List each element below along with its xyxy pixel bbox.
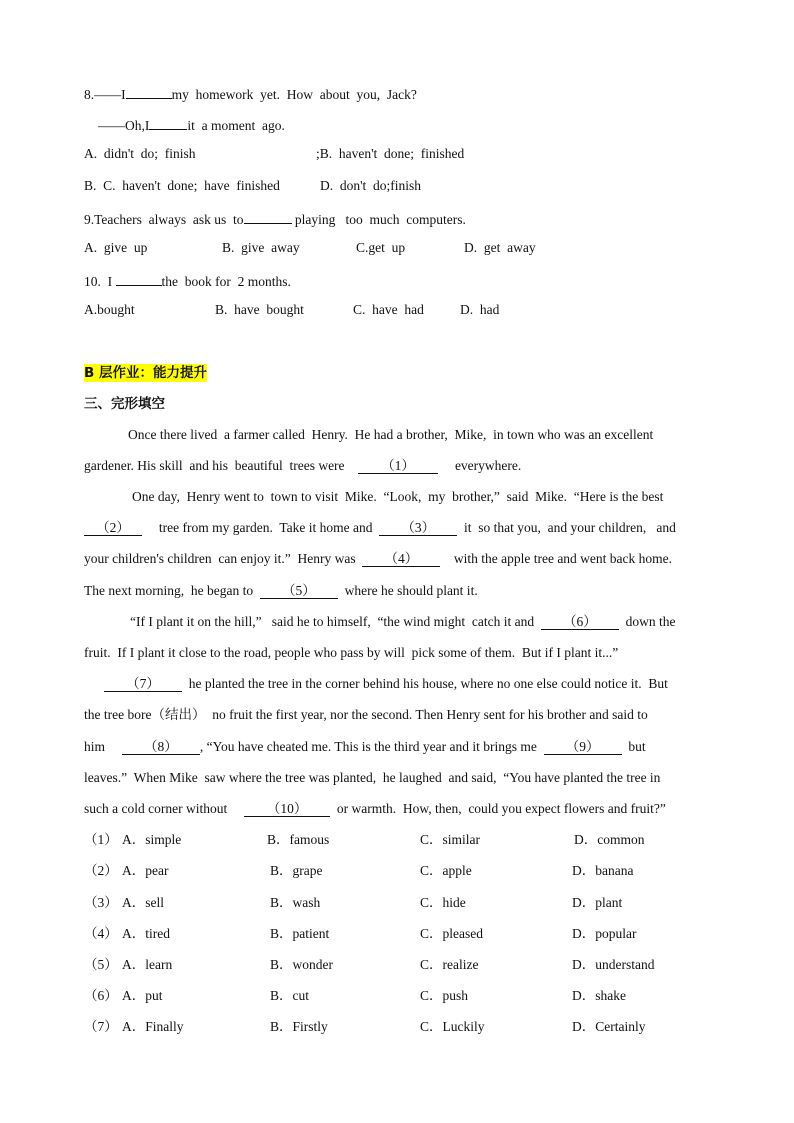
option-d: D．understand (572, 957, 655, 972)
passage-line: leaves.” When Mike saw where the tree was planted, he laughed and said, “You have planted the tree in (84, 770, 661, 785)
passage-text: The next morning, he began to (84, 583, 254, 598)
option-b: B．famous (267, 832, 330, 847)
option-c: C．apple (420, 863, 472, 878)
answer-blank (126, 83, 172, 99)
question-8-option-a: A. didn't do; finish (84, 146, 196, 161)
passage-text: it so that you, and your children, and (463, 520, 676, 535)
passage-line: One day, Henry went to town to visit Mike. “Look, my brother,” said Mike. “Here is the best (132, 489, 664, 504)
passage-line (84, 550, 672, 568)
question-text: it a moment ago. (187, 118, 285, 133)
option-a: A．Finally (122, 1019, 184, 1034)
question-10-option-b: B. have bought (215, 302, 304, 317)
option-c: C．similar (420, 832, 480, 847)
question-9-option-a: A. give up (84, 240, 148, 255)
cloze-blank-10: （10） (244, 801, 330, 817)
cloze-blank-3: （3） (379, 520, 457, 536)
option-b: B．Firstly (270, 1019, 328, 1034)
option-b: B．grape (270, 863, 323, 878)
passage-line (84, 582, 478, 600)
passage-line (84, 800, 666, 818)
option-c: C．hide (420, 895, 466, 910)
option-row-number: （1） (84, 832, 118, 847)
option-a: A．pear (122, 863, 169, 878)
passage-line: Once there lived a farmer called Henry. He had a brother, Mike, in town who was an excellent (128, 427, 654, 442)
passage-text: or warmth. How, then, could you expect flowers and fruit?” (336, 801, 666, 816)
option-b: B．wash (270, 895, 321, 910)
passage-line (84, 519, 676, 537)
question-text: playing too much computers. (291, 212, 466, 227)
passage-text: your children's children can enjoy it.” Henry was (84, 551, 356, 566)
passage-text: gardener. His skill and his beautiful trees were (84, 458, 345, 473)
passage-line (84, 457, 521, 475)
option-a: A．simple (122, 832, 182, 847)
option-d: D．Certainly (572, 1019, 646, 1034)
passage-text: him (84, 739, 106, 754)
passage-line (84, 738, 646, 756)
option-row-number: （7） (84, 1019, 118, 1034)
question-8-line-1 (84, 83, 417, 104)
option-row-number: （5） (84, 957, 118, 972)
option-c: C．Luckily (420, 1019, 485, 1034)
passage-text: down the (625, 614, 676, 629)
option-row-number: （3） (84, 895, 118, 910)
passage-text: with the apple tree and went back home. (453, 551, 673, 566)
passage-text: but (628, 739, 646, 754)
option-row-number: （4） (84, 926, 118, 941)
question-10-option-c: C. have had (353, 302, 424, 317)
question-9-line (84, 208, 466, 229)
question-8-option-b: ;B. haven't done; finished (316, 146, 465, 161)
question-10-option-a: A.bought (84, 302, 135, 317)
option-d: D．common (574, 832, 645, 847)
question-9-option-c: C.get up (356, 240, 406, 255)
question-10-option-d: D. had (460, 302, 500, 317)
section-3-heading: 三、完形填空 (84, 396, 165, 412)
option-c: C．pleased (420, 926, 483, 941)
answer-blank (116, 270, 162, 286)
answer-blank (149, 114, 187, 130)
question-text: ——Oh,I (98, 118, 150, 133)
passage-text: , “You have cheated me. This is the third year and it brings me (199, 739, 537, 754)
passage-text: everywhere. (454, 458, 522, 473)
question-text: the book for 2 months. (161, 274, 291, 289)
question-9-option-b: B. give away (222, 240, 300, 255)
option-b: B．cut (270, 988, 309, 1003)
question-text: my homework yet. How about you, Jack? (171, 87, 417, 102)
question-text: 9.Teachers always ask us to (84, 212, 244, 227)
option-a: A．put (122, 988, 163, 1003)
option-d: D．plant (572, 895, 623, 910)
option-row-number: （6） (84, 988, 118, 1003)
question-text: 10. I (84, 274, 116, 289)
passage-line (130, 613, 676, 631)
question-number: 8. (84, 87, 95, 102)
section-b-heading: B 层作业：能力提升 (84, 365, 207, 381)
option-a: A．learn (122, 957, 173, 972)
cloze-blank-2: （2） (84, 520, 142, 536)
cloze-blank-9: （9） (544, 739, 622, 755)
passage-text: he planted the tree in the corner behind his house, where no one else could notice it. But (188, 676, 668, 691)
passage-text: where he should plant it. (344, 583, 478, 598)
option-a: A．tired (122, 926, 170, 941)
cloze-blank-4: （4） (362, 551, 440, 567)
option-d: D．banana (572, 863, 634, 878)
passage-text: “If I plant it on the hill,” said he to himself, “the wind might catch it and (130, 614, 535, 629)
cloze-blank-1: （1） (358, 458, 438, 474)
question-9-option-d: D. get away (464, 240, 536, 255)
option-d: D．shake (572, 988, 626, 1003)
cloze-blank-5: （5） (260, 583, 338, 599)
option-c: C．push (420, 988, 469, 1003)
passage-text: such a cold corner without (84, 801, 228, 816)
option-b: B．patient (270, 926, 330, 941)
question-10-line (84, 270, 291, 291)
option-a: A．sell (122, 895, 164, 910)
cloze-blank-7: （7） (104, 676, 182, 692)
passage-line: the tree bore（结出） no fruit the first year, nor the second. Then Henry sent for his brother and said to (84, 707, 648, 722)
question-8-line-2 (98, 114, 285, 135)
cloze-blank-6: （6） (541, 614, 619, 630)
passage-text: tree from my garden. Take it home and (158, 520, 373, 535)
passage-line (104, 675, 668, 693)
dialogue-dash: —— (94, 87, 122, 102)
option-d: D．popular (572, 926, 637, 941)
passage-line: fruit. If I plant it close to the road, people who pass by will pick some of them. But if I plant it...” (84, 645, 619, 660)
question-text: I (121, 87, 126, 102)
cloze-blank-8: （8） (122, 739, 200, 755)
question-8-option-d: D. don't do;finish (320, 178, 422, 193)
option-b: B．wonder (270, 957, 333, 972)
answer-blank (244, 208, 292, 224)
option-c: C．realize (420, 957, 479, 972)
option-row-number: （2） (84, 863, 118, 878)
question-8-option-c: B. C. haven't done; have finished (84, 178, 280, 193)
